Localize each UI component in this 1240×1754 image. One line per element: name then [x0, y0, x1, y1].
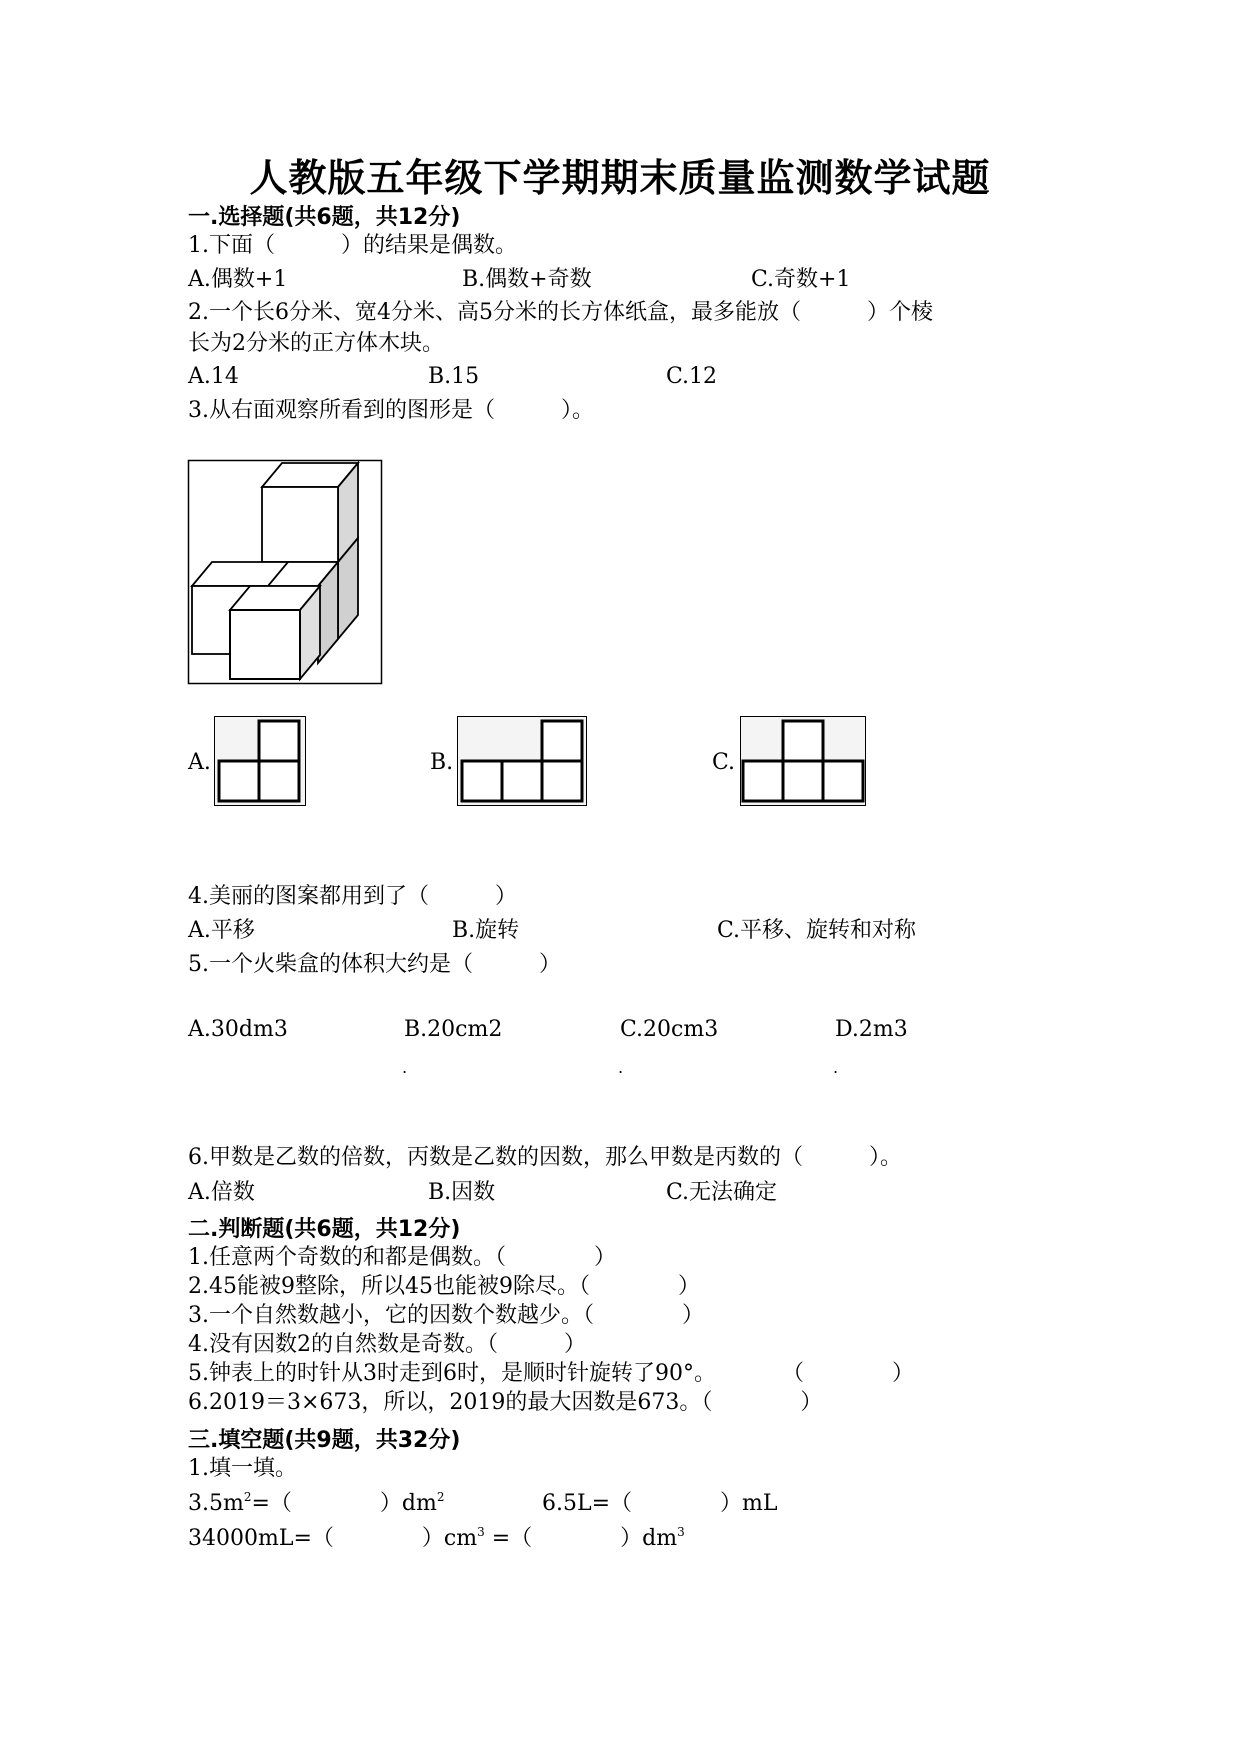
question-4-option-a: A.平移 [188, 918, 255, 943]
question-1-option-b: B.偶数+奇数 [462, 267, 592, 292]
option-dot: . [402, 1058, 408, 1077]
cube-figure [188, 460, 382, 684]
fill-row-2 [188, 1524, 685, 1554]
question-6-option-c: C.无法确定 [666, 1180, 778, 1205]
option-b-figure [457, 716, 587, 806]
question-2-text-line2: 长为2分米的正方体木块。 [188, 331, 444, 356]
question-5-option-d: D.2m3 [835, 1017, 908, 1042]
option-a-figure [214, 716, 306, 806]
question-1-option-c: C.奇数+1 [751, 267, 851, 292]
fill-row-1-value: 3.5m [188, 1491, 244, 1516]
section-heading-choice: 一.选择题(共6题，共12分) [188, 205, 461, 230]
question-3-option-c: C. [712, 750, 736, 775]
judgement-item: 6.2019＝3×673，所以，2019的最大因数是673。（ ） [188, 1390, 823, 1415]
question-4-option-b: B.旋转 [452, 918, 520, 943]
option-c-figure [740, 716, 866, 806]
section-heading-judgement: 二.判断题(共6题，共12分) [188, 1217, 461, 1242]
page-title: 人教版五年级下学期期末质量监测数学试题 [249, 156, 991, 200]
option-dot: . [618, 1058, 624, 1077]
question-3-text: 3.从右面观察所看到的图形是（ ）。 [188, 398, 594, 423]
question-6-text: 6.甲数是乙数的倍数，丙数是乙数的因数，那么甲数是丙数的（ ）。 [188, 1145, 902, 1170]
question-1-option-a: A.偶数+1 [188, 267, 288, 292]
fill-row-1-left [188, 1489, 445, 1519]
question-5-option-a: A.30dm3 [188, 1017, 288, 1042]
question-5-text: 5.一个火柴盒的体积大约是（ ） [188, 952, 561, 977]
question-2-option-a: A.14 [188, 364, 239, 389]
question-6-option-a: A.倍数 [188, 1180, 255, 1205]
judgement-item: 3.一个自然数越小，它的因数个数越少。（ ） [188, 1303, 704, 1328]
question-3-option-a: A. [188, 750, 211, 775]
fill-question-1-text: 1.填一填。 [188, 1456, 297, 1481]
fill-row-2-part-b: =（ ）dm [484, 1526, 678, 1551]
superscript: 3 [477, 1525, 485, 1539]
fill-row-1-right: 6.5L=（ ）mL [542, 1491, 778, 1516]
superscript: 2 [436, 1490, 445, 1504]
question-5-option-c: C.20cm3 [620, 1017, 719, 1042]
superscript: 2 [243, 1490, 252, 1504]
question-2-option-c: C.12 [666, 364, 718, 389]
judgement-item: 1.任意两个奇数的和都是偶数。（ ） [188, 1245, 616, 1270]
question-2-option-b: B.15 [428, 364, 480, 389]
question-2-text-line1: 2.一个长6分米、宽4分米、高5分米的长方体纸盒，最多能放（ ）个棱 [188, 300, 933, 325]
fill-row-1-blank: =（ ）dm [251, 1491, 437, 1516]
superscript: 3 [677, 1525, 685, 1539]
question-1-text: 1.下面（ ）的结果是偶数。 [188, 233, 517, 258]
question-4-option-c: C.平移、旋转和对称 [717, 918, 917, 943]
option-dot: . [833, 1058, 839, 1077]
question-6-option-b: B.因数 [428, 1180, 496, 1205]
judgement-item: 5.钟表上的时针从3时走到6时，是顺时针旋转了90°。 （ ） [188, 1361, 914, 1386]
question-3-option-b: B. [430, 750, 454, 775]
section-heading-fill: 三.填空题(共9题，共32分) [188, 1428, 461, 1453]
question-4-text: 4.美丽的图案都用到了（ ） [188, 884, 517, 909]
question-5-option-b: B.20cm2 [404, 1017, 503, 1042]
judgement-item: 4.没有因数2的自然数是奇数。（ ） [188, 1332, 586, 1357]
fill-row-2-part-a: 34000mL=（ ）cm [188, 1526, 478, 1551]
judgement-item: 2.45能被9整除，所以45也能被9除尽。（ ） [188, 1274, 700, 1299]
